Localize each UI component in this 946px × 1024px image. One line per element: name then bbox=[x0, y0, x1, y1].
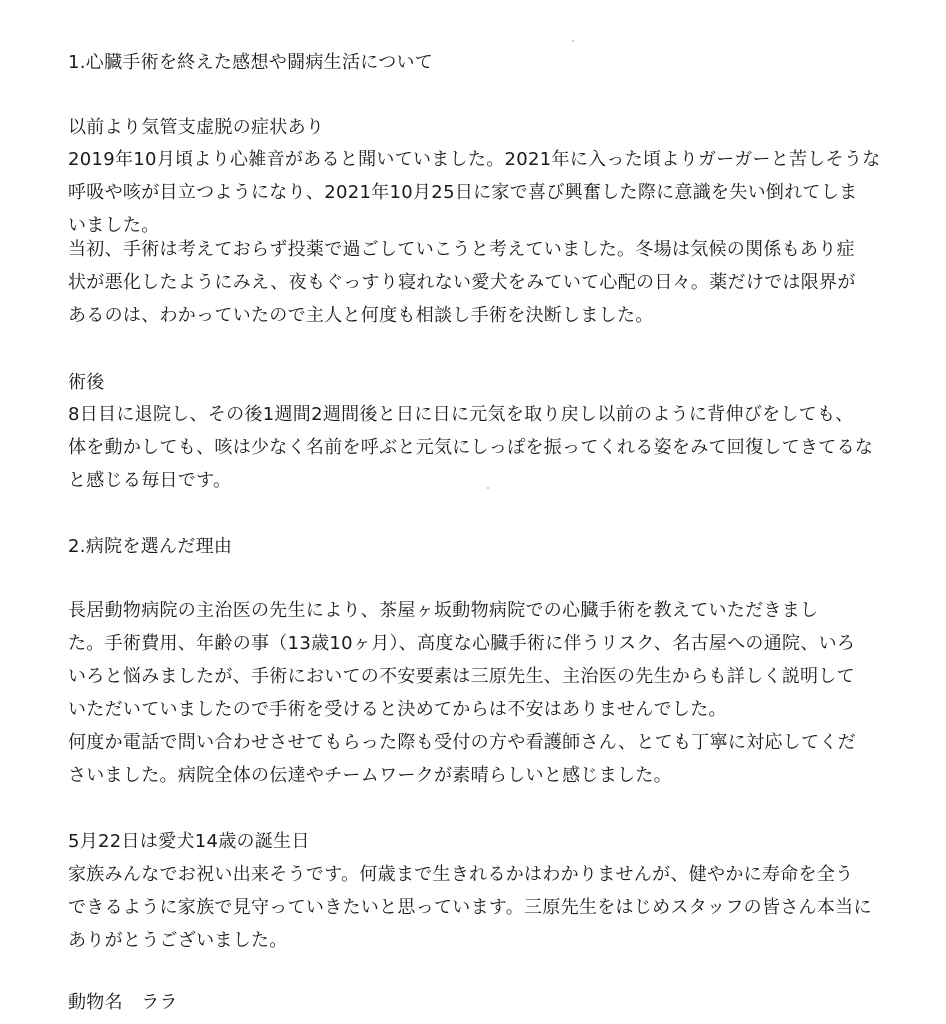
paragraph-line: できるように家族で見守っていきたいと思っています。三原先生をはじめスタッフの皆さん本当に bbox=[68, 897, 872, 918]
paragraph-line: いろと悩みましたが、手術においての不安要素は三原先生、主治医の先生からも詳しく説明して bbox=[68, 666, 855, 687]
paragraph-line: 状が悪化したようにみえ、夜もぐっすり寝れない愛犬をみていて心配の日々。薬だけでは限界が bbox=[68, 272, 856, 293]
paragraph-line: 長居動物病院の主治医の先生により、茶屋ヶ坂動物病院での心臓手術を教えていただきまし bbox=[68, 600, 819, 621]
paragraph-line: あるのは、わかっていたので主人と何度も相談し手術を決断しました。 bbox=[68, 305, 654, 326]
scan-speck bbox=[487, 487, 489, 489]
paragraph-line: 体を動かしても、咳は少なく名前を呼ぶと元気にしっぽを振ってくれる姿をみて回復してきてるな bbox=[68, 437, 874, 458]
paragraph-line: さいました。病院全体の伝達やチームワークが素晴らしいと感じました。 bbox=[68, 765, 672, 786]
paragraph-line: 何度か電話で問い合わせさせてもらった際も受付の方や看護師さん、とても丁寧に対応してくだ bbox=[68, 732, 856, 753]
paragraph-line: 8日目に退院し、その後1週間2週間後と日に日に元気を取り戻し以前のように背伸びをしても、 bbox=[68, 404, 854, 425]
animal-name: 動物名 ララ bbox=[68, 992, 178, 1013]
paragraph-line: いました。 bbox=[68, 215, 160, 236]
section1-subheading: 以前より気管支虚脱の症状あり bbox=[68, 117, 325, 138]
paragraph-line: た。手術費用、年齢の事（13歳10ヶ月）、高度な心臓手術に伴うリスク、名古屋への通院、いろ bbox=[68, 633, 856, 654]
scan-speck bbox=[572, 40, 574, 42]
birthday-heading: 5月22日は愛犬14歳の誕生日 bbox=[68, 831, 310, 852]
postop-heading: 術後 bbox=[68, 372, 105, 393]
paragraph-line: ありがとうございました。 bbox=[68, 930, 288, 951]
section1-heading: 1.心臓手術を終えた感想や闘病生活について bbox=[68, 52, 434, 73]
paragraph-line: 家族みんなでお祝い出来そうです。何歳まで生きれるかはわかりませんが、健やかに寿命を全う bbox=[68, 864, 854, 885]
paragraph-line: と感じる毎日です。 bbox=[68, 470, 232, 491]
paragraph-line: 呼吸や咳が目立つようになり、2021年10月25日に家で喜び興奮した際に意識を失い倒れてしま bbox=[68, 182, 858, 203]
section2-heading: 2.病院を選んだ理由 bbox=[68, 536, 233, 557]
paragraph-line: 2019年10月頃より心雑音があると聞いていました。2021年に入った頃よりガーガーと苦しそうな bbox=[68, 149, 881, 170]
paragraph-line: 当初、手術は考えておらず投薬で過ごしていこうと考えていました。冬場は気候の関係もあり症 bbox=[68, 239, 855, 260]
paragraph-line: いただいていましたので手術を受けると決めてからは不安はありませんでした。 bbox=[68, 699, 727, 720]
